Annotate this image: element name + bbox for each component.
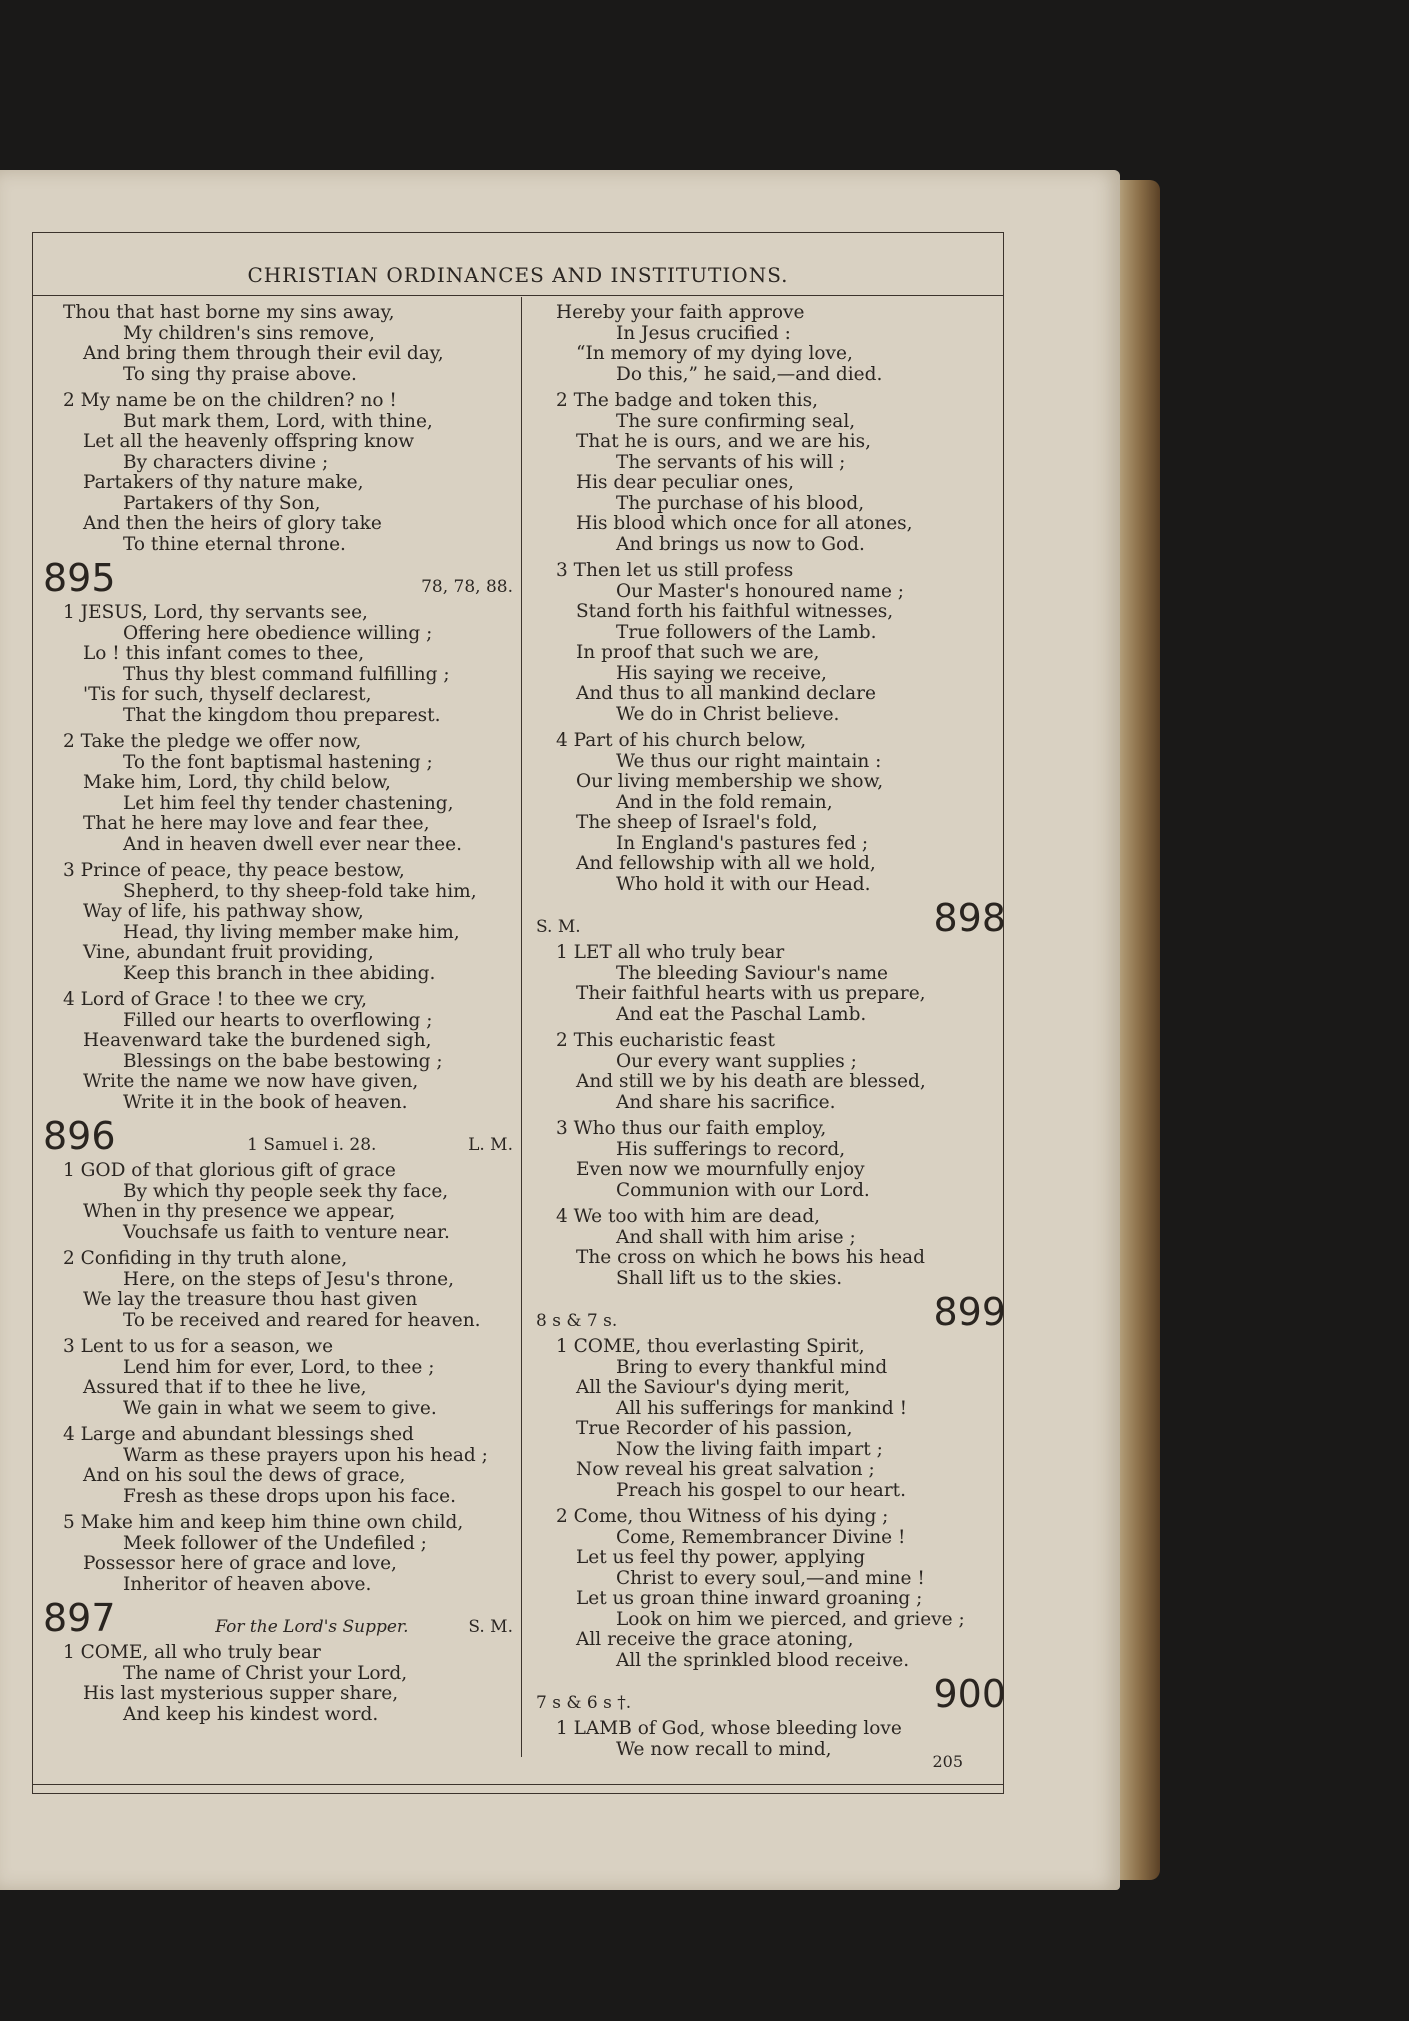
verse-line: But mark them, Lord, with thine,	[123, 410, 433, 432]
verse-line: 2 Take the pledge we offer now,	[63, 731, 362, 752]
page-number: 205	[932, 1752, 963, 1771]
verse-line: 3 Prince of peace, thy peace bestow,	[63, 860, 405, 881]
verse-line: Let us feel thy power, applying	[576, 1547, 866, 1568]
verse-line: My children's sins remove,	[123, 322, 375, 344]
verse-line: When in thy presence we appear,	[83, 1201, 396, 1222]
verse-line: His sufferings to record,	[616, 1138, 846, 1160]
verse-line: And on his soul the dews of grace,	[83, 1465, 406, 1486]
verse-line: Filled our hearts to overflowing ;	[123, 1009, 433, 1031]
stanza	[43, 1425, 513, 1507]
verse-line: All receive the grace atoning,	[576, 1629, 854, 1650]
verse-line: Partakers of thy Son,	[123, 492, 321, 514]
hymn-reference: 1 Samuel i. 28.	[247, 1135, 377, 1155]
verse-line: The servants of his will ;	[616, 451, 846, 473]
verse-line: In proof that such we are,	[576, 642, 820, 663]
verse-line: 3 Lent to us for a season, we	[63, 1336, 334, 1357]
verse-line: His dear peculiar ones,	[576, 472, 794, 493]
verse-line: 'Tis for such, thyself declarest,	[83, 684, 372, 705]
verse-line: We thus our right maintain :	[616, 750, 882, 772]
verse-line: Let him feel thy tender chastening,	[123, 792, 454, 814]
verse-line: And keep his kindest word.	[123, 1703, 379, 1725]
verse-line: Lend him for ever, Lord, to thee ;	[123, 1356, 435, 1378]
stanza	[43, 1161, 513, 1243]
verse-line: 1 LAMB of God, whose bleeding love	[556, 1718, 902, 1739]
verse-line: Write the name we now have given,	[83, 1071, 419, 1092]
verse-line: The purchase of his blood,	[616, 492, 865, 514]
verse-line: 2 My name be on the children? no !	[63, 390, 397, 411]
verse-line: And fellowship with all we hold,	[576, 853, 876, 874]
verse-line: Assured that if to thee he live,	[83, 1377, 367, 1398]
hymn-meter: 8 s & 7 s.	[536, 1311, 618, 1331]
verse-line: To the font baptismal hastening ;	[123, 751, 433, 773]
hymn-meter: S. M.	[468, 1617, 513, 1637]
verse-line: The cross on which he bows his head	[576, 1247, 925, 1268]
stanza	[43, 990, 513, 1113]
verse-line: Lo ! this infant comes to thee,	[83, 643, 365, 664]
left-column	[43, 303, 513, 1725]
hymn-reference: For the Lord's Supper.	[215, 1617, 409, 1637]
verse-line: Heavenward take the burdened sigh,	[83, 1030, 432, 1051]
verse-line: 2 Come, thou Witness of his dying ;	[556, 1506, 889, 1527]
head-rule	[33, 295, 1003, 296]
hymn-header	[536, 896, 1006, 940]
hymn-header	[43, 1596, 513, 1640]
stanza	[536, 1031, 1006, 1113]
verse-line: And share his sacrifice.	[616, 1091, 836, 1113]
right-column	[536, 303, 1006, 1760]
verse-line: Here, on the steps of Jesu's throne,	[123, 1268, 455, 1290]
verse-line: Offering here obedience willing ;	[123, 622, 433, 644]
verse-line: Possessor here of grace and love,	[83, 1553, 397, 1574]
verse-line: 1 LET all who truly bear	[556, 942, 785, 963]
verse-line: And shall with him arise ;	[616, 1226, 856, 1248]
stanza	[43, 1513, 513, 1595]
verse-line: Hereby your faith approve	[556, 302, 805, 323]
verse-line: And brings us now to God.	[616, 533, 865, 555]
verse-line: 1 COME, all who truly bear	[63, 1642, 321, 1663]
verse-line: The bleeding Saviour's name	[616, 962, 888, 984]
hymn-number: 897	[43, 1596, 116, 1640]
verse-line: Inheritor of heaven above.	[123, 1573, 372, 1595]
verse-line: In Jesus crucified :	[616, 322, 791, 344]
verse-line: We lay the treasure thou hast given	[83, 1289, 418, 1310]
hymn-number: 895	[43, 556, 116, 600]
stanza	[536, 943, 1006, 1025]
verse-line: Partakers of thy nature make,	[83, 472, 364, 493]
hymn-header	[43, 1114, 513, 1158]
verse-line: All his sufferings for mankind !	[616, 1397, 908, 1419]
verse-line: The sure confirming seal,	[616, 410, 856, 432]
verse-line: And in heaven dwell ever near thee.	[123, 833, 462, 855]
verse-line: Our Master's honoured name ;	[616, 580, 905, 602]
verse-line: 3 Who thus our faith employ,	[556, 1118, 827, 1139]
stanza	[536, 391, 1006, 555]
verse-line: And then the heirs of glory take	[83, 513, 382, 534]
verse-line: His blood which once for all atones,	[576, 513, 913, 534]
verse-line: To thine eternal throne.	[123, 533, 346, 555]
stanza	[43, 603, 513, 726]
verse-line: We do in Christ believe.	[616, 703, 840, 725]
verse-line: Head, thy living member make him,	[123, 921, 460, 943]
verse-line: Warm as these prayers upon his head ;	[123, 1444, 488, 1466]
verse-line: Fresh as these drops upon his face.	[123, 1485, 456, 1507]
verse-line: 2 The badge and token this,	[556, 390, 818, 411]
verse-line: And in the fold remain,	[616, 791, 833, 813]
verse-line: Do this,” he said,—and died.	[616, 363, 883, 385]
verse-line: By which thy people seek thy face,	[123, 1180, 449, 1202]
verse-line: We gain in what we seem to give.	[123, 1397, 437, 1419]
verse-line: Blessings on the babe bestowing ;	[123, 1050, 443, 1072]
verse-line: Christ to every soul,—and mine !	[616, 1567, 925, 1589]
stanza	[43, 732, 513, 855]
hymn-number: 896	[43, 1114, 116, 1158]
hymn-header	[43, 556, 513, 600]
verse-line: 4 We too with him are dead,	[556, 1206, 821, 1227]
stanza	[43, 1249, 513, 1331]
verse-line: Preach his gospel to our heart.	[616, 1479, 906, 1501]
verse-line: 2 This eucharistic feast	[556, 1030, 775, 1051]
stanza	[536, 731, 1006, 895]
verse-line: 4 Large and abundant blessings shed	[63, 1424, 414, 1445]
verse-line: Now reveal his great salvation ;	[576, 1459, 875, 1480]
verse-line: By characters divine ;	[123, 451, 329, 473]
bottom-rule	[33, 1784, 1003, 1785]
verse-line: Vouchsafe us faith to venture near.	[123, 1221, 450, 1243]
stanza	[536, 303, 1006, 385]
verse-line: Stand forth his faithful witnesses,	[576, 601, 894, 622]
verse-line: The sheep of Israel's fold,	[576, 812, 818, 833]
verse-line: Let all the heavenly offspring know	[83, 431, 415, 452]
column-rule	[521, 297, 522, 1757]
stanza	[536, 561, 1006, 725]
verse-line: And thus to all mankind declare	[576, 683, 876, 704]
verse-line: Meek follower of the Undefiled ;	[123, 1532, 427, 1554]
verse-line: Our living membership we show,	[576, 771, 884, 792]
verse-line: True followers of the Lamb.	[616, 621, 877, 643]
verse-line: 1 JESUS, Lord, thy servants see,	[63, 602, 368, 623]
hymn-number: 900	[933, 1672, 1006, 1716]
verse-line: And eat the Paschal Lamb.	[616, 1003, 867, 1025]
verse-line: Shepherd, to thy sheep-fold take him,	[123, 880, 477, 902]
verse-line: We now recall to mind,	[616, 1738, 832, 1760]
verse-line: Their faithful hearts with us prepare,	[576, 983, 926, 1004]
verse-line: That he here may love and fear thee,	[83, 813, 430, 834]
verse-line: That he is ours, and we are his,	[576, 431, 872, 452]
verse-line: True Recorder of his passion,	[576, 1418, 853, 1439]
verse-line: And bring them through their evil day,	[83, 343, 444, 364]
running-head: CHRISTIAN ORDINANCES AND INSTITUTIONS.	[247, 263, 789, 287]
stanza	[536, 1337, 1006, 1501]
hymn-meter: 7 s & 6 s †.	[536, 1693, 632, 1713]
verse-line: To be received and reared for heaven.	[123, 1309, 481, 1331]
hymn-meter: 78, 78, 88.	[421, 577, 513, 597]
verse-line: Thus thy blest command fulfilling ;	[123, 663, 450, 685]
verse-line: Our every want supplies ;	[616, 1050, 857, 1072]
verse-line: Make him, Lord, thy child below,	[83, 772, 391, 793]
stanza	[536, 1119, 1006, 1201]
page-frame	[32, 232, 1004, 1794]
verse-line: Thou that hast borne my sins away,	[63, 302, 395, 323]
verse-line: Come, Remembrancer Divine !	[616, 1526, 906, 1548]
verse-line: 4 Lord of Grace ! to thee we cry,	[63, 989, 367, 1010]
verse-line: 2 Confiding in thy truth alone,	[63, 1248, 348, 1269]
stanza	[43, 303, 513, 385]
verse-line: Now the living faith impart ;	[616, 1438, 883, 1460]
verse-line: 4 Part of his church below,	[556, 730, 807, 751]
stanza	[43, 391, 513, 555]
verse-line: 3 Then let us still profess	[556, 560, 794, 581]
verse-line: In England's pastures fed ;	[616, 832, 869, 854]
verse-line: And still we by his death are blessed,	[576, 1071, 926, 1092]
stanza	[536, 1207, 1006, 1289]
verse-line: Let us groan thine inward groaning ;	[576, 1588, 923, 1609]
verse-line: The name of Christ your Lord,	[123, 1662, 408, 1684]
verse-line: His last mysterious supper share,	[83, 1683, 399, 1704]
hymn-header	[536, 1290, 1006, 1334]
verse-line: 1 COME, thou everlasting Spirit,	[556, 1336, 865, 1357]
verse-line: To sing thy praise above.	[123, 363, 357, 385]
stanza	[43, 861, 513, 984]
verse-line: “In memory of my dying love,	[576, 343, 853, 364]
hymn-number: 898	[933, 896, 1006, 940]
verse-line: Way of life, his pathway show,	[83, 901, 364, 922]
verse-line: Communion with our Lord.	[616, 1179, 870, 1201]
verse-line: Even now we mournfully enjoy	[576, 1159, 865, 1180]
hymn-meter: S. M.	[536, 917, 581, 937]
verse-line: Look on him we pierced, and grieve ;	[616, 1608, 965, 1630]
hymn-meter: L. M.	[468, 1135, 513, 1155]
verse-line: All the Saviour's dying merit,	[576, 1377, 851, 1398]
hymn-number: 899	[933, 1290, 1006, 1334]
verse-line: Bring to every thankful mind	[616, 1356, 888, 1378]
verse-line: Vine, abundant fruit providing,	[83, 942, 374, 963]
verse-line: Shall lift us to the skies.	[616, 1267, 843, 1289]
verse-line: Who hold it with our Head.	[616, 873, 871, 895]
hymn-header	[536, 1672, 1006, 1716]
verse-line: His saying we receive,	[616, 662, 827, 684]
verse-line: All the sprinkled blood receive.	[616, 1649, 910, 1671]
verse-line: That the kingdom thou preparest.	[123, 704, 441, 726]
stanza	[43, 1337, 513, 1419]
verse-line: 5 Make him and keep him thine own child,	[63, 1512, 464, 1533]
verse-line: Write it in the book of heaven.	[123, 1091, 408, 1113]
verse-line: 1 GOD of that glorious gift of grace	[63, 1160, 396, 1181]
stanza	[536, 1507, 1006, 1671]
verse-line: Keep this branch in thee abiding.	[123, 962, 436, 984]
stanza	[43, 1643, 513, 1725]
